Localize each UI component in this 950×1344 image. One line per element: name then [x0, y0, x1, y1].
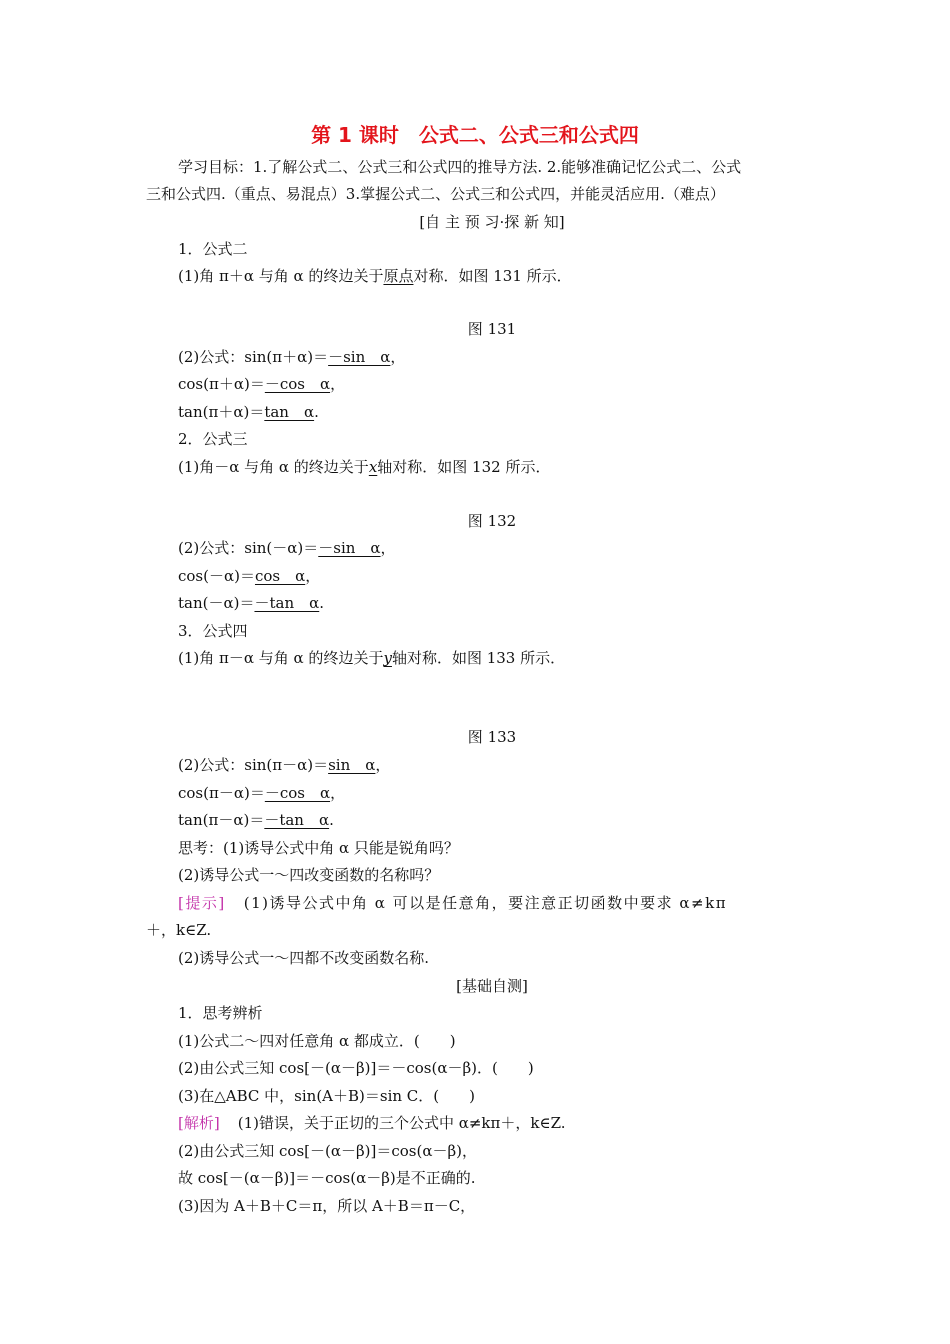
- analysis-line-2: (2)由公式三知 cos[－(α－β)]＝cos(α－β)，: [178, 1142, 477, 1160]
- hint-line-3: (2)诱导公式一～四都不改变函数名称.: [178, 949, 430, 967]
- formula4-cos: cos(π－α)＝－cos α，: [178, 784, 346, 802]
- formula4-cos-blank: －cos α: [264, 784, 331, 802]
- formula2-tan: tan(π＋α)＝tan α.: [178, 403, 319, 421]
- exercise-item-1: (1)公式二～四对任意角 α 都成立．( ): [178, 1032, 456, 1050]
- formula3-cos: cos(－α)＝cos α，: [178, 567, 321, 585]
- formula4-tan-blank: －tan α: [264, 811, 330, 829]
- figure-133-caption: 图 133: [467, 728, 517, 746]
- formula4-heading: 3．公式四: [178, 622, 248, 640]
- page-title: 第 1 课时 公式二、公式三和公式四: [311, 123, 639, 147]
- formula3-cos-blank: cos α: [254, 567, 306, 585]
- formula2-cos: cos(π＋α)＝－cos α，: [178, 375, 346, 393]
- formula3-sin: (2)公式：sin(－α)＝－sin α，: [178, 539, 396, 557]
- formula3-tan: tan(－α)＝－tan α.: [178, 594, 325, 612]
- hint-line-1: [提示] (1)诱导公式中角 α 可以是任意角，要注意正切函数中要求 α≠kπ: [178, 894, 728, 912]
- formula2-heading: 1．公式二: [178, 240, 248, 258]
- objectives-line-2: 三和公式四.（重点、易混点）3.掌握公式二、公式三和公式四，并能灵活应用.（难点）: [146, 185, 725, 203]
- formula2-answer-blank: 原点: [383, 267, 414, 285]
- formula2-sin: (2)公式：sin(π＋α)＝－sin α，: [178, 348, 406, 366]
- formula2-description: (1)角 π＋α 与角 α 的终边关于原点对称．如图 131 所示．: [178, 267, 572, 285]
- formula4-answer-blank: y: [383, 649, 392, 667]
- section-preview-header: [自 主 预 习·探 新 知]: [419, 213, 565, 231]
- formula3-answer-blank: x: [368, 458, 378, 476]
- formula3-description: (1)角－α 与角 α 的终边关于x轴对称．如图 132 所示．: [178, 458, 551, 476]
- formula4-sin-blank: sin α: [328, 756, 376, 774]
- formula3-sin-blank: －sin α: [318, 539, 381, 557]
- analysis-tag: [解析]: [178, 1114, 220, 1132]
- exercise-heading: 1．思考辨析: [178, 1004, 263, 1022]
- exercise-item-3: (3)在△ABC 中，sin(A＋B)＝sin C．( ): [178, 1087, 475, 1105]
- think-question-1: 思考：(1)诱导公式中角 α 只能是锐角吗？: [178, 839, 459, 857]
- analysis-line-4: (3)因为 A＋B＋C＝π，所以 A＋B＝π－C，: [178, 1197, 476, 1215]
- formula4-description: (1)角 π－α 与角 α 的终边关于y轴对称．如图 133 所示．: [178, 649, 566, 667]
- exercise-item-2: (2)由公式三知 cos[－(α－β)]＝－cos(α－β)．( ): [178, 1059, 534, 1077]
- formula2-sin-blank: －sin α: [328, 348, 391, 366]
- figure-131-caption: 图 131: [467, 320, 517, 338]
- formula3-tan-blank: －tan α: [254, 594, 320, 612]
- formula4-tan: tan(π－α)＝－tan α.: [178, 811, 334, 829]
- figure-132-caption: 图 132: [467, 512, 517, 530]
- think-question-2: (2)诱导公式一～四改变函数的名称吗？: [178, 866, 440, 884]
- analysis-line-1: [解析] (1)错误，关于正切的三个公式中 α≠kπ＋，k∈Z.: [178, 1114, 566, 1132]
- formula2-cos-blank: －cos α: [264, 375, 331, 393]
- formula2-tan-blank: tan α: [264, 403, 315, 421]
- formula4-sin: (2)公式：sin(π－α)＝sin α，: [178, 756, 391, 774]
- objectives-line-1: 学习目标：1.了解公式二、公式三和公式四的推导方法. 2.能够准确记忆公式二、公式: [178, 158, 742, 176]
- hint-line-2: ＋，k∈Z.: [146, 921, 212, 939]
- hint-tag: [提示]: [178, 894, 226, 912]
- section-self-test-header: [基础自测]: [456, 977, 528, 995]
- formula3-heading: 2．公式三: [178, 430, 248, 448]
- analysis-line-3: 故 cos[－(α－β)]＝－cos(α－β)是不正确的.: [178, 1169, 476, 1187]
